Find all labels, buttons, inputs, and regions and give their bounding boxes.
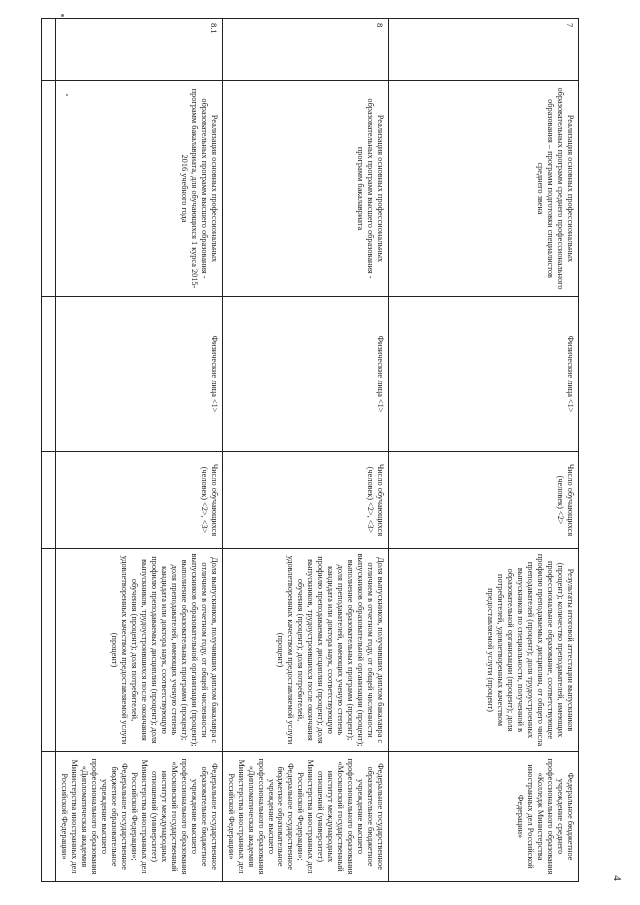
service-name: Реализация основных профессиональных образовательных программ среднего профессионального образования – программ подготовки специалистов среднего звена	[389, 81, 579, 297]
volume-indicator: Число обучающихся (человек) <2>, <3>	[222, 452, 388, 549]
services-table	[42, 18, 580, 882]
table-row	[42, 19, 56, 882]
page-number: 4	[610, 875, 623, 881]
service-institutions: Федеральное государственное образовательное бюджетное учреждение высшего профессионального образования «Московский государственный институт международных отношений (университет) Министерства иностранных дел Российской Федерации»; Федеральное государственное бюджетное образовательное учреждение высшего профессионального образования «Дипломатическая академия Министерства иностранных дел Российской Федерации»	[222, 752, 388, 882]
row-number: 8	[222, 19, 388, 81]
table-row	[389, 19, 579, 882]
scan-speck	[61, 14, 64, 17]
quality-indicator	[42, 549, 56, 752]
table-row	[56, 19, 222, 882]
service-name	[42, 81, 56, 297]
quality-indicator: Доля выпускников, получивших диплом бакалавра с отличием в отчетном году, от общей численности выпускников образовательной организации (процент); выполнение образовательных программ (процент); доля преподавателей, имеющих ученую степень кандидата или доктора наук, соответствующую профилю преподаваемых дисциплин (процент); доля выпускников, трудоустроившихся после окончания обучения (процент); доля потребителей, удовлетворенных качеством предоставляемой услуги (процент)	[56, 549, 222, 752]
service-consumers: Физические лица <1>	[222, 297, 388, 452]
service-name: Реализация основных профессиональных образовательных программ высшего образования - программ бакалавриата	[222, 81, 388, 297]
row-number	[42, 19, 56, 81]
service-institutions	[42, 752, 56, 882]
quality-indicator: Доля выпускников, получивших диплом бакалавра с отличием в отчетном году, от общей численности выпускников образовательной организации (процент); выполнение образовательных программ (процент); доля преподавателей, имеющих ученую степень кандидата или доктора наук, соответствующую профилю преподаваемых дисциплин (процент); доля выпускников, трудоустроившихся после окончания обучения (процент); доля потребителей, удовлетворенных качеством предоставляемой услуги (процент)	[222, 549, 388, 752]
service-institutions: Федеральное бюджетное учреждение среднего профессионального образования «Колледж Министерства иностранных дел Российской Федерации»	[389, 752, 579, 882]
quality-indicator: Результаты итоговой аттестации выпускников (процент); количество преподавателей, имеющих профессиональное образование, соответствующее профилю преподаваемых дисциплин, от общего числа преподавателей (процент); доля трудоустроенных выпускников по специальности, полученной в образовательной организации (процент); доля потребителей, удовлетворенных качеством предоставляемой услуги (процент)	[389, 549, 579, 752]
volume-indicator: Число обучающихся (человек) <2>	[389, 452, 579, 549]
row-number: 8.1	[56, 19, 222, 81]
service-institutions: Федеральное государственное образовательное бюджетное учреждение высшего профессионального образования «Московский государственный институт международных отношений (университет) Министерства иностранных дел Российской Федерации»; Федеральное государственное бюджетное образовательное учреждение высшего профессионального образования «Дипломатическая академия Министерства иностранных дел Российской Федерации»	[56, 752, 222, 882]
service-consumers	[42, 297, 56, 452]
volume-indicator: Число обучающихся (человек) <2>, <3>	[56, 452, 222, 549]
service-name: Реализация основных профессиональных образовательных программ высшего образования - программ бакалавриата, для обучающихся 1 курса 2015-2016 учебного года	[56, 81, 222, 297]
table-wrapper	[60, 18, 579, 881]
service-consumers: Физические лица <1>	[389, 297, 579, 452]
row-number: 7	[389, 19, 579, 81]
table-row	[222, 19, 388, 882]
service-consumers: Физические лица <1>	[56, 297, 222, 452]
volume-indicator	[42, 452, 56, 549]
